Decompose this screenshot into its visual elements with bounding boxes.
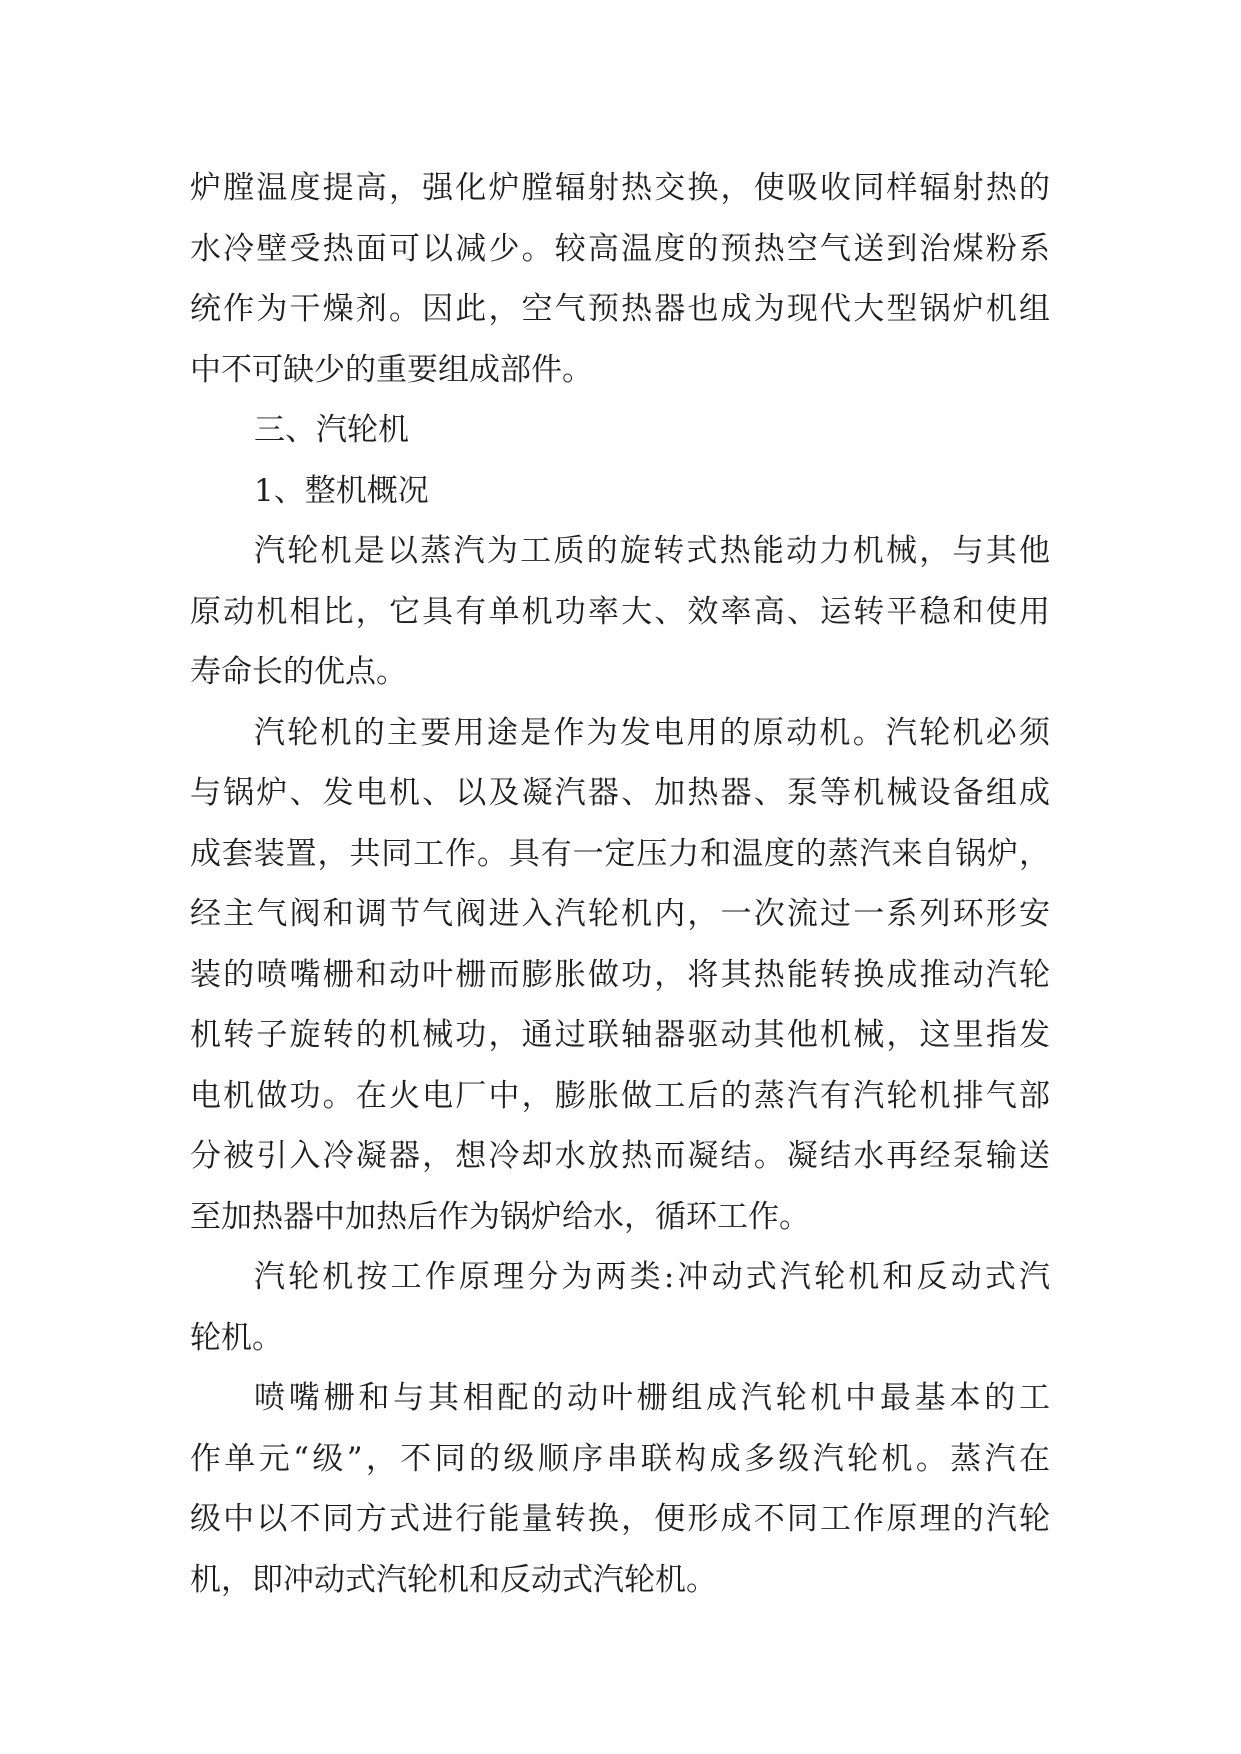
text-line: 水冷壁受热面可以减少。较高温度的预热空气送到治煤粉系 (190, 230, 1050, 267)
text-line: 至加热器中加热后作为锅炉给水，循环工作。 (190, 1198, 810, 1235)
text-line: 轮机。 (190, 1319, 283, 1356)
body-text (190, 158, 1050, 1610)
paragraph (190, 703, 1050, 1248)
text-line: 统作为干燥剂。因此，空气预热器也成为现代大型锅炉机组 (190, 291, 1050, 327)
heading-text: 三、汽轮机 (254, 412, 409, 448)
text-line: 原动机相比，它具有单机功率大、效率高、运转平稳和使用 (190, 593, 1050, 630)
text-line: 与锅炉、发电机、以及凝汽器、加热器、泵等机械设备组成 (190, 775, 1050, 811)
subsection-heading (190, 461, 1050, 522)
text-line: 喷嘴栅和与其相配的动叶栅组成汽轮机中最基本的工 (254, 1380, 1050, 1416)
text-line: 寿命长的优点。 (190, 654, 407, 690)
text-line: 经主气阀和调节气阀进入汽轮机内，一次流过一系列环形安 (190, 896, 1050, 932)
section-heading (190, 400, 1050, 461)
text-line: 电机做功。在火电厂中，膨胀做工后的蒸汽有汽轮机排气部 (190, 1077, 1050, 1114)
heading-text: 1、整机概况 (254, 472, 429, 509)
text-line: 装的喷嘴栅和动叶栅而膨胀做功，将其热能转换成推动汽轮 (190, 956, 1050, 993)
paragraph (190, 158, 1050, 400)
text-line: 机，即冲动式汽轮机和反动式汽轮机。 (190, 1561, 717, 1598)
text-line: 分被引入冷凝器，想冷却水放热而凝结。凝结水再经泵输送 (190, 1138, 1050, 1174)
text-line: 中不可缺少的重要组成部件。 (190, 351, 593, 388)
text-line: 汽轮机的主要用途是作为发电用的原动机。汽轮机必须 (254, 714, 1050, 751)
paragraph (190, 1247, 1050, 1368)
paragraph (190, 521, 1050, 703)
paragraph (190, 1368, 1050, 1610)
text-line: 机转子旋转的机械功，通过联轴器驱动其他机械，这里指发 (190, 1017, 1050, 1053)
text-line: 汽轮机是以蒸汽为工质的旋转式热能动力机械，与其他 (254, 533, 1050, 569)
text-line: 作单元“级”，不同的级顺序串联构成多级汽轮机。蒸汽在 (190, 1440, 1050, 1477)
text-line: 汽轮机按工作原理分为两类:冲动式汽轮机和反动式汽 (254, 1259, 1050, 1295)
text-line: 炉膛温度提高，强化炉膛辐射热交换，使吸收同样辐射热的 (190, 170, 1050, 206)
text-line: 级中以不同方式进行能量转换，便形成不同工作原理的汽轮 (190, 1501, 1050, 1537)
text-line: 成套装置，共同工作。具有一定压力和温度的蒸汽来自锅炉， (190, 835, 1050, 872)
